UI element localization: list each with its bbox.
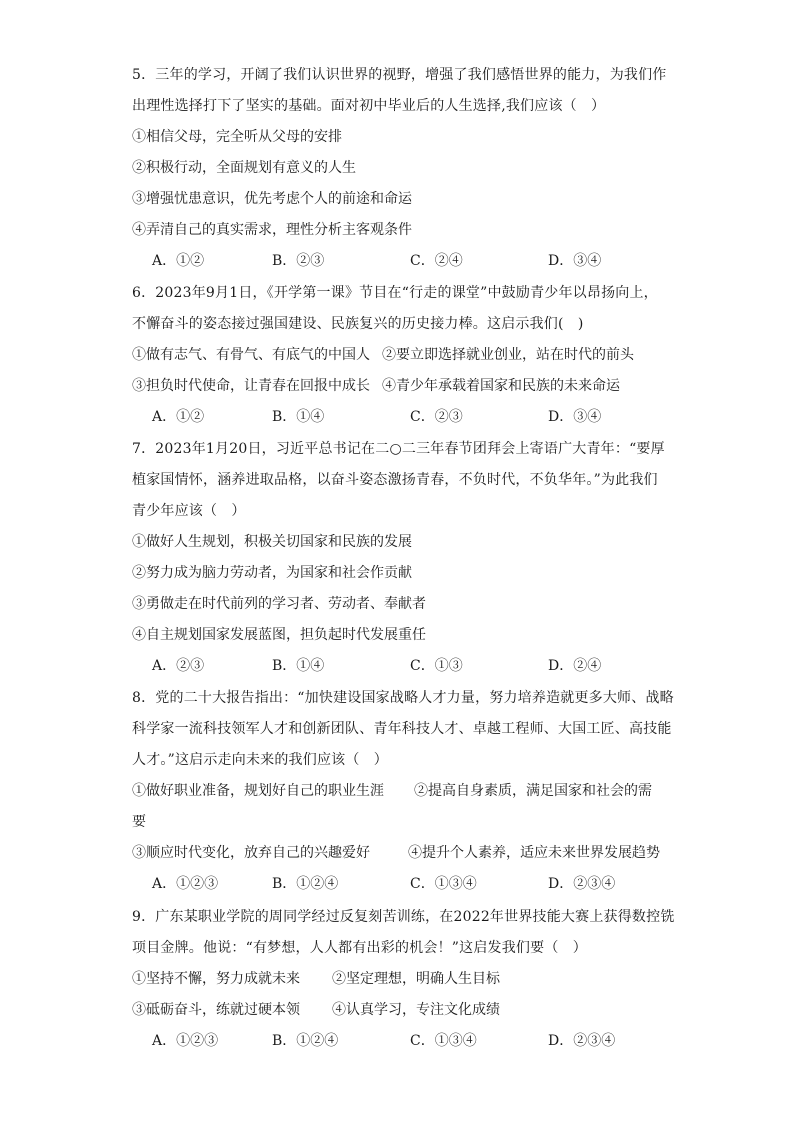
answer-options — [132, 651, 677, 682]
statement-item: ①做好人生规划，积极关切国家和民族的发展 — [132, 534, 412, 550]
statement-pair — [132, 838, 677, 869]
question-stem: 科学家一流科技领军人才和创新团队、青年科技人才、卓越工程师、大国工匠、高技能 — [132, 721, 672, 737]
statement-item: ④提升个人素养，适应未来世界发展趋势 — [408, 845, 660, 861]
option-b[interactable]: B．①②④ — [272, 1033, 339, 1049]
option-c[interactable]: C．①③④ — [410, 1033, 477, 1049]
option-b[interactable]: B．①④ — [272, 409, 325, 425]
question-stem: 青少年应该（ ） — [132, 503, 246, 519]
statement-item: ②坚定理想，明确人生目标 — [332, 971, 500, 987]
statement-pair — [132, 995, 677, 1026]
question-9 — [132, 902, 677, 1057]
question-stem: 7．2023年1月20日，习近平总书记在二○二三年春节团拜会上寄语广大青年：“要厚 — [132, 441, 665, 457]
question-stem: 8．党的二十大报告指出：“加快建设国家战略人才力量，努力培养造就更多大师、战略 — [132, 690, 674, 706]
statement-item: ②要立即选择就业创业，站在时代的前头 — [382, 347, 634, 363]
answer-options — [132, 869, 677, 900]
question-stem: 植家国情怀，涵养进取品格，以奋斗姿态激扬青春，不负时代，不负华年。”为此我们 — [132, 472, 658, 488]
statement-item: ④弄清自己的真实需求，理性分析主客观条件 — [132, 222, 412, 238]
option-d[interactable]: D．②④ — [548, 658, 602, 674]
statement-continuation: 要 — [132, 814, 146, 830]
option-b[interactable]: B．①④ — [272, 658, 325, 674]
question-5 — [132, 60, 677, 277]
option-a[interactable]: A．②③ — [152, 658, 205, 674]
option-d[interactable]: D．③④ — [548, 253, 602, 269]
statement-item: ③担负时代使命，让青春在回报中成长 — [132, 378, 370, 394]
question-6 — [132, 278, 677, 433]
statement-pair — [132, 340, 677, 371]
answer-options — [132, 246, 677, 277]
statement-item: ④自主规划国家发展蓝图，担负起时代发展重任 — [132, 627, 426, 643]
question-7 — [132, 434, 677, 682]
option-d[interactable]: D．③④ — [548, 409, 602, 425]
question-stem: 不懈奋斗的姿态接过强国建设、民族复兴的历史接力棒。这启示我们( ) — [132, 316, 584, 332]
question-stem: 项目金牌。他说：“有梦想，人人都有出彩的机会！”这启发我们要（ ） — [132, 940, 587, 956]
option-a[interactable]: A．①②③ — [152, 876, 219, 892]
option-c[interactable]: C．②④ — [410, 253, 463, 269]
question-stem: 9．广东某职业学院的周同学经过反复刻苦训练，在2022年世界技能大赛上获得数控铣 — [132, 909, 675, 925]
question-stem: 6．2023年9月1日，《开学第一课》节目在“行走的课堂”中鼓励青少年以昂扬向上， — [132, 285, 658, 301]
option-a[interactable]: A．①②③ — [152, 1033, 219, 1049]
answer-options — [132, 402, 677, 433]
question-8 — [132, 683, 677, 900]
question-stem: 出理性选择打下了坚实的基础。面对初中毕业后的人生选择,我们应该（ ） — [132, 98, 606, 114]
statement-item: ③砥砺奋斗，练就过硬本领 — [132, 1002, 300, 1018]
statement-item: ③顺应时代变化，放弃自己的兴趣爱好 — [132, 845, 370, 861]
answer-options — [132, 1026, 677, 1057]
statement-item: ①相信父母，完全听从父母的安排 — [132, 129, 342, 145]
option-a[interactable]: A．①② — [152, 253, 205, 269]
statement-item: ③增强忧患意识，优先考虑个人的前途和命运 — [132, 191, 412, 207]
statement-item: ②努力成为脑力劳动者，为国家和社会作贡献 — [132, 565, 412, 581]
statement-item: ④认真学习，专注文化成绩 — [332, 1002, 500, 1018]
statement-pair — [132, 776, 677, 807]
option-c[interactable]: C．①③ — [410, 658, 463, 674]
option-c[interactable]: C．②③ — [410, 409, 463, 425]
statement-item: ①做有志气、有骨气、有底气的中国人 — [132, 347, 370, 363]
option-d[interactable]: D．②③④ — [548, 1033, 616, 1049]
statement-pair — [132, 964, 677, 995]
statement-item: ③勇做走在时代前列的学习者、劳动者、奉献者 — [132, 596, 426, 612]
option-b[interactable]: B．②③ — [272, 253, 325, 269]
question-stem: 5．三年的学习，开阔了我们认识世界的视野，增强了我们感悟世界的能力，为我们作 — [132, 67, 667, 83]
option-d[interactable]: D．②③④ — [548, 876, 616, 892]
statement-item: ②积极行动，全面规划有意义的人生 — [132, 160, 356, 176]
statement-item: ②提高自身素质，满足国家和社会的需 — [414, 783, 652, 799]
option-b[interactable]: B．①②④ — [272, 876, 339, 892]
statement-item: ①坚持不懈，努力成就未来 — [132, 971, 300, 987]
question-stem: 人才。”这启示走向未来的我们应该（ ） — [132, 752, 388, 768]
option-a[interactable]: A．①② — [152, 409, 205, 425]
option-c[interactable]: C．①③④ — [410, 876, 477, 892]
statement-item: ④青少年承载着国家和民族的未来命运 — [382, 378, 620, 394]
statement-pair — [132, 371, 677, 402]
statement-item: ①做好职业准备，规划好自己的职业生涯 — [132, 783, 384, 799]
